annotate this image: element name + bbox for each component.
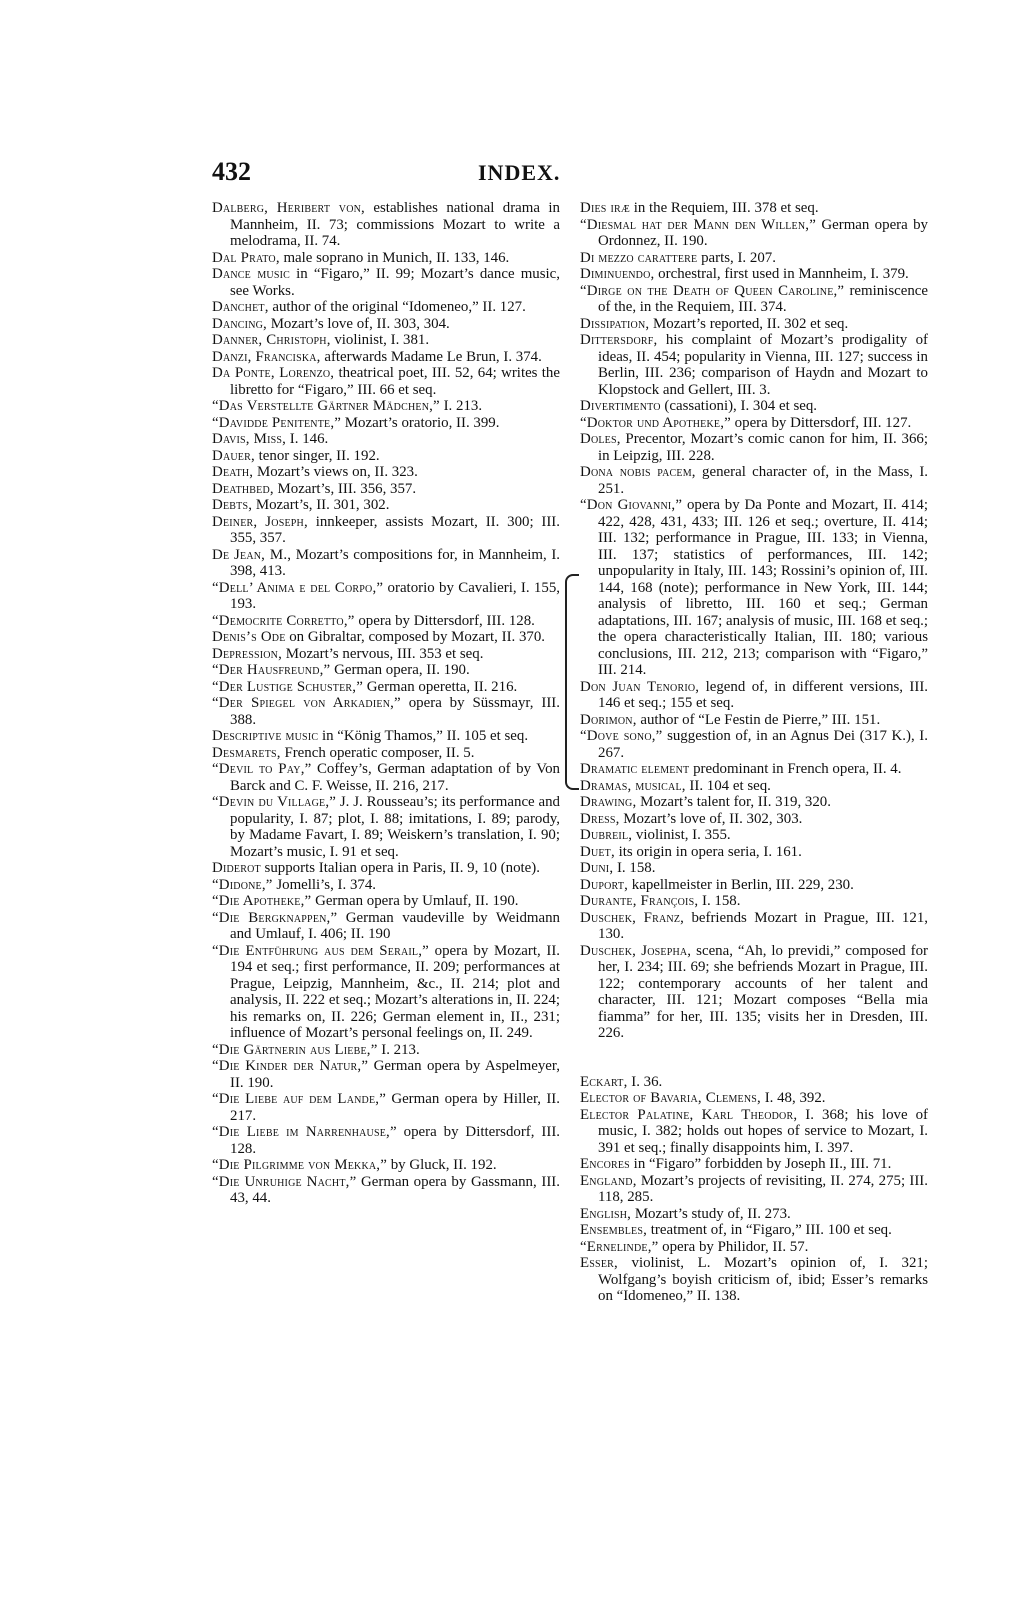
index-references: Mozart’s nervous, III. 353 et seq. [282, 645, 484, 662]
index-headword: “Die Unruhige Nacht,” [212, 1173, 357, 1190]
index-headword: Elector Palatine, Karl Theodor, [580, 1106, 798, 1123]
index-references: I. 368; his love of music, I. 382; holds out hopes of service to Mozart, I. 391 et seq.; finally disappoints him, I. 397. [598, 1106, 929, 1156]
index-entry [212, 497, 560, 514]
index-entry [212, 332, 560, 349]
index-entry [580, 1107, 928, 1157]
index-headword: Elector of Bavaria, Clemens, [580, 1090, 761, 1106]
index-entry [580, 1074, 928, 1091]
index-headword: Ensembles, [580, 1222, 648, 1238]
section-gap [580, 1042, 928, 1074]
running-head: INDEX. [478, 160, 561, 185]
index-entry [212, 745, 560, 762]
index-references: author of the original “Idomeneo,” II. 127. [268, 299, 526, 315]
index-references: in “König Thamos,” II. 105 et seq. [318, 728, 529, 744]
index-references: by Gluck, II. 192. [387, 1157, 497, 1173]
index-entry [212, 728, 560, 745]
index-entry [580, 761, 928, 778]
index-headword: Dubreil, [580, 827, 633, 843]
index-entry [580, 332, 928, 398]
index-entry [580, 1239, 928, 1256]
index-entry [580, 431, 928, 464]
index-references: German opera, II. 190. [330, 662, 470, 678]
index-entry [212, 1157, 560, 1174]
index-references: (cassationi), I. 304 et seq. [660, 398, 818, 414]
index-references: II. 104 et seq. [685, 777, 771, 794]
index-references: Coffey’s, German adaptation of by Von Barck and C. F. Weisse, II. 216, 217. [230, 761, 560, 794]
index-headword: “Ernelinde,” [580, 1238, 659, 1255]
index-references: I. 213. [377, 1041, 420, 1058]
index-entry [212, 761, 560, 794]
index-references: Mozart’s, II. 301, 302. [252, 497, 390, 513]
index-entry [580, 200, 928, 217]
index-references: opera by Mozart, II. 194 et seq.; first performance, II. 209; performances at Prague, Leipzig, Mannheim, &c., II. 214; plot and analysis, II. 222 et seq.; Mozart’s alterations in, II. 224; his remarks on, II. 226; German element in, II., 231; influence of Mozart’s personal feelings on, II. 249. [230, 942, 561, 1041]
index-entry [580, 464, 928, 497]
index-headword: “Die Bergknappen,” [212, 909, 338, 926]
index-references: befriends Mozart in Prague, III. 121, 130. [598, 909, 928, 942]
index-headword: Depression, [212, 645, 283, 662]
index-references: German opera by Umlauf, II. 190. [311, 893, 519, 909]
index-entry [212, 662, 560, 679]
index-headword: Dramas, musical, [580, 777, 686, 794]
index-headword: Danner, Christoph, [212, 332, 331, 348]
index-headword: Diderot [212, 860, 261, 876]
index-headword: “Der Hausfreund,” [212, 662, 331, 678]
index-references: German opera by Hiller, II. 217. [230, 1091, 560, 1124]
index-entry [212, 877, 560, 894]
index-references: Mozart’s study of, II. 273. [631, 1205, 791, 1222]
index-entry [580, 1255, 928, 1305]
index-headword: Esser, [580, 1255, 618, 1271]
index-headword: Dress, [580, 810, 620, 827]
index-entry [212, 629, 560, 646]
margin-bracket [565, 574, 579, 790]
index-headword: Dalberg, Heribert von, [212, 200, 365, 216]
index-entry [580, 217, 928, 250]
index-entry [580, 712, 928, 729]
index-headword: “Dell’ Anima e del Corpo,” [212, 579, 384, 596]
index-references: I. 146. [286, 431, 329, 447]
index-entry [212, 794, 560, 860]
index-references: general character of, in the Mass, I. 251. [598, 464, 929, 497]
index-headword: Diminuendo, [580, 266, 655, 282]
index-references: violinist, I. 355. [632, 827, 731, 843]
index-section-e [580, 1074, 928, 1305]
index-entry [580, 1173, 928, 1206]
index-entry [212, 481, 560, 498]
index-entry [580, 415, 928, 432]
index-references: predominant in French opera, II. 4. [689, 761, 902, 777]
index-entry [580, 1222, 928, 1239]
index-entry [212, 250, 560, 267]
index-entry [212, 1042, 560, 1059]
index-headword: Di mezzo carattere [580, 249, 698, 266]
index-references: Jomelli’s, I. 374. [272, 876, 377, 893]
index-headword: “Die Entführung aus dem Serail,” [212, 942, 429, 959]
index-entry [212, 679, 560, 696]
index-references: French operatic composer, II. 5. [280, 744, 475, 761]
index-references: German opera by Aspelmeyer, II. 190. [230, 1058, 560, 1091]
index-headword: “Didone,” [212, 876, 273, 893]
index-headword: Divertimento [580, 398, 661, 414]
index-entry [580, 910, 928, 943]
index-headword: Drawing, [580, 794, 637, 810]
index-entry [580, 316, 928, 333]
index-references: in “Figaro” forbidden by Joseph II., III. 71. [629, 1156, 892, 1172]
index-references: German operetta, II. 216. [363, 678, 518, 695]
index-entry [212, 1174, 560, 1207]
index-references: male soprano in Munich, II. 133, 146. [279, 249, 510, 266]
index-references: violinist, L. Mozart’s opinion of, I. 321; Wolfgang’s boyish criticism of, ibid; Esser’s remarks on “Idomeneo,” II. 138. [598, 1255, 928, 1304]
index-references: opera by Dittersdorf, III. 128. [354, 612, 535, 629]
index-headword: “Die Apotheke,” [212, 893, 312, 909]
index-references: German opera by Gassmann, III. 43, 44. [230, 1173, 560, 1206]
index-references: Mozart’s oratorio, II. 399. [341, 414, 500, 431]
index-references: opera by Süssmayr, III. 388. [230, 695, 560, 728]
index-section-d [580, 200, 928, 1042]
index-entry [212, 448, 560, 465]
index-headword: Duschek, Josepha, [580, 942, 692, 959]
index-references: parts, I. 207. [697, 249, 776, 266]
index-references: scena, “Ah, lo previdi,” composed for her, I. 234; III. 69; she befriends Mozart in Prague, III. 122; contemporary accounts of her talent and character, III. 121; Mozart composes “Bella mia fiamma” for her, III. 135; visits her in Dresden, III. 226. [598, 942, 928, 1041]
index-headword: Dancing, [212, 315, 267, 332]
index-references: innkeeper, assists Mozart, II. 300; III. 355, 357. [230, 513, 560, 546]
index-headword: Denis’s Ode [212, 629, 286, 645]
index-column-left [212, 200, 560, 1207]
index-headword: “Don Giovanni,” [580, 497, 683, 513]
index-references: in the Requiem, III. 378 et seq. [629, 200, 819, 216]
index-headword: Dorimon, [580, 711, 637, 728]
index-headword: “Devin du Village,” [212, 794, 337, 810]
index-entry [212, 547, 560, 580]
index-references: J. J. Rousseau’s; its performance and popularity, I. 87; plot, I. 88; imitations, I. 89; parody, by Madame Favart, I. 89; Weiskern’s translation, I. 90; Mozart’s music, I. 91 et seq. [230, 794, 560, 860]
index-headword: Deathbed, [212, 480, 274, 497]
index-references: Mozart’s views on, II. 323. [253, 464, 418, 480]
index-entry [212, 398, 560, 415]
index-entry [212, 646, 560, 663]
index-headword: “Doktor und Apotheke,” [580, 414, 731, 431]
index-references: in “Figaro,” II. 99; Mozart’s dance music, see Works. [230, 266, 560, 299]
index-headword: “Devil to Pay,” [212, 761, 312, 777]
index-headword: Dissipation, [580, 315, 650, 332]
index-entry [212, 1091, 560, 1124]
index-entry [212, 200, 560, 250]
index-references: Mozart’s love of, II. 303, 304. [266, 315, 450, 332]
index-entry [580, 1090, 928, 1107]
index-headword: “Die Pilgrimme von Mekka,” [212, 1157, 388, 1173]
index-references: Precentor, Mozart’s comic canon for him, II. 366; in Leipzig, III. 228. [598, 431, 928, 464]
page-number: 432 [212, 157, 251, 186]
index-references: I. 158. [698, 893, 741, 909]
index-entry [212, 613, 560, 630]
index-headword: England, [580, 1172, 637, 1189]
index-references: Mozart’s compositions for, in Mannheim, I. 398, 413. [230, 546, 560, 579]
index-column-right [580, 200, 928, 1305]
index-headword: Danzi, Franciska, [212, 348, 321, 365]
index-headword: “Die Kinder der Natur,” [212, 1058, 369, 1074]
index-headword: Davis, Miss, [212, 431, 287, 447]
index-references: Mozart’s love of, II. 302, 303. [619, 810, 803, 827]
index-entry [212, 1058, 560, 1091]
index-headword: Deiner, Joseph, [212, 513, 308, 530]
index-references: on Gibraltar, composed by Mozart, II. 370. [285, 629, 546, 645]
index-headword: “Der Spiegel von Arkadien,” [212, 695, 401, 711]
index-references: afterwards Madame Le Brun, I. 374. [320, 348, 542, 365]
index-entry [580, 398, 928, 415]
index-entry [580, 283, 928, 316]
index-entry [580, 266, 928, 283]
index-headword: Dies iræ [580, 200, 630, 216]
index-headword: “Dove sono,” [580, 728, 663, 744]
index-references: tenor singer, II. 192. [254, 447, 380, 464]
index-headword: Duet, [580, 843, 615, 860]
index-entry [580, 1206, 928, 1223]
index-entry [212, 464, 560, 481]
index-headword: Dauer, [212, 447, 255, 464]
index-entry [580, 860, 928, 877]
index-entry [212, 266, 560, 299]
index-entry [212, 514, 560, 547]
index-references: opera by Philidor, II. 57. [658, 1238, 809, 1255]
index-headword: English, [580, 1205, 632, 1222]
index-headword: “Die Liebe im Narrenhause,” [212, 1124, 397, 1140]
index-entry [212, 299, 560, 316]
index-headword: Duschek, Franz, [580, 909, 685, 926]
index-references: I. 36. [627, 1073, 663, 1090]
index-entry [212, 910, 560, 943]
index-references: treatment of, in “Figaro,” III. 100 et seq. [647, 1222, 892, 1238]
index-entry [212, 580, 560, 613]
index-entry [212, 349, 560, 366]
index-headword: “Der Lustige Schuster,” [212, 678, 364, 695]
index-entry [580, 893, 928, 910]
index-references: suggestion of, in an Agnus Dei (317 K.), I. 267. [598, 728, 928, 761]
index-entry [580, 1156, 928, 1173]
index-references: opera by Dittersdorf, III. 127. [730, 414, 912, 431]
index-entry [580, 877, 928, 894]
index-references: orchestral, first used in Mannheim, I. 379. [654, 266, 909, 282]
index-headword: Don Juan Tenorio, [580, 678, 700, 695]
index-references: kapellmeister in Berlin, III. 229, 230. [628, 876, 854, 893]
index-references: German opera by Ordonnez, II. 190. [598, 216, 928, 249]
index-references: Mozart’s reported, II. 302 et seq. [649, 315, 849, 332]
index-headword: Duport, [580, 876, 629, 893]
index-entry [580, 794, 928, 811]
index-entry [212, 316, 560, 333]
index-references: supports Italian opera in Paris, II. 9, 10 (note). [260, 860, 540, 876]
index-references: theatrical poet, III. 52, 64; writes the libretto for “Figaro,” III. 66 et seq. [230, 365, 560, 398]
index-entry [212, 893, 560, 910]
index-entry [580, 811, 928, 828]
index-references: author of “Le Festin de Pierre,” III. 151. [636, 711, 881, 728]
index-headword: Descriptive music [212, 728, 319, 744]
index-references: opera by Dittersdorf, III. 128. [230, 1124, 560, 1157]
index-entry [212, 1124, 560, 1157]
index-headword: “Democrite Corretto,” [212, 612, 355, 629]
index-references: Mozart’s, III. 356, 357. [273, 480, 417, 497]
index-entry [580, 728, 928, 761]
index-references: I. 213. [439, 398, 483, 414]
index-references: opera by Da Ponte and Mozart, II. 414; 422, 428, 431, 433; III. 126 et seq.; overture, II. 414; III. 132; performance in Prague, III. 133; in Vienna, III. 137; statistics of performances, III. 142; unpopularity in Italy, III. 143; Rossini’s opinion of, III. 144, 168 (note); performance in New York, III. 144; analysis of libretto, III. 160 et seq.; German adaptations, III. 167; analysis of music, III. 168 et seq.; the opera characteristically Italian, III. 180; various conclusions, III. 212, 213; comparison with “Figaro,” III. 214. [598, 497, 928, 678]
index-entry [580, 943, 928, 1042]
index-entry [580, 778, 928, 795]
index-entry [212, 943, 560, 1042]
index-references: I. 158. [613, 860, 656, 876]
index-references: reminiscence of the, in the Requiem, III. 374. [598, 282, 928, 315]
index-headword: Dramatic element [580, 761, 690, 777]
index-references: establishes national drama in Mannheim, II. 73; commissions Mozart to write a melodrama, II. 74. [230, 200, 560, 249]
index-references: I. 48, 392. [760, 1090, 826, 1106]
index-references: Mozart’s projects of revisiting, II. 274, 275; III. 118, 285. [598, 1172, 928, 1205]
index-headword: “Diesmal hat der Mann den Willen,” [580, 216, 817, 233]
index-headword: Danchet, [212, 299, 269, 315]
index-entry [212, 365, 560, 398]
index-references: violinist, I. 381. [330, 332, 430, 348]
index-entry [580, 827, 928, 844]
index-headword: Duni, [580, 860, 614, 876]
index-references: legend of, in different versions, III. 146 et seq.; 155 et seq. [598, 678, 928, 711]
index-headword: Dance music [212, 266, 290, 282]
index-entry [580, 844, 928, 861]
index-entry [580, 497, 928, 679]
index-references: his complaint of Mozart’s prodigality of ideas, II. 454; popularity in Vienna, III. 127; success in Berlin, III. 236; comparison of Haydn and Mozart to Klopstock and Gellert, III. 3. [598, 332, 928, 398]
index-headword: Death, [212, 464, 254, 480]
index-headword: Encores [580, 1156, 630, 1172]
index-headword: Dal Prato, [212, 249, 280, 266]
index-headword: Desmarets, [212, 744, 281, 761]
index-entry [212, 860, 560, 877]
index-entry [212, 695, 560, 728]
index-headword: “Dirge on the Death of Queen Caroline,” [580, 282, 845, 299]
index-entry [580, 679, 928, 712]
index-references: its origin in opera seria, I. 161. [614, 843, 802, 860]
index-headword: “Die Liebe auf dem Lande,” [212, 1091, 386, 1107]
index-headword: Debts, [212, 497, 253, 513]
index-headword: “Das Verstellte Gärtner Mädchen,” [212, 398, 440, 414]
index-entry [212, 431, 560, 448]
index-headword: De Jean, M., [212, 546, 292, 563]
index-references: German vaudeville by Weidmann and Umlauf, I. 406; II. 190 [230, 909, 560, 942]
index-headword: “Davidde Penitente,” [212, 414, 342, 431]
index-headword: Durante, François, [580, 893, 699, 909]
index-headword: Dona nobis pacem, [580, 464, 696, 480]
index-entry [212, 415, 560, 432]
index-headword: Eckart, [580, 1073, 628, 1090]
index-entry [580, 250, 928, 267]
index-headword: Doles, [580, 431, 621, 447]
index-references: oratorio by Cavalieri, I. 155, 193. [230, 579, 560, 612]
index-references: Mozart’s talent for, II. 319, 320. [636, 794, 831, 810]
index-headword: Dittersdorf, [580, 332, 658, 348]
index-headword: Da Ponte, Lorenzo, [212, 365, 335, 381]
index-headword: “Die Gärtnerin aus Liebe,” [212, 1041, 378, 1058]
